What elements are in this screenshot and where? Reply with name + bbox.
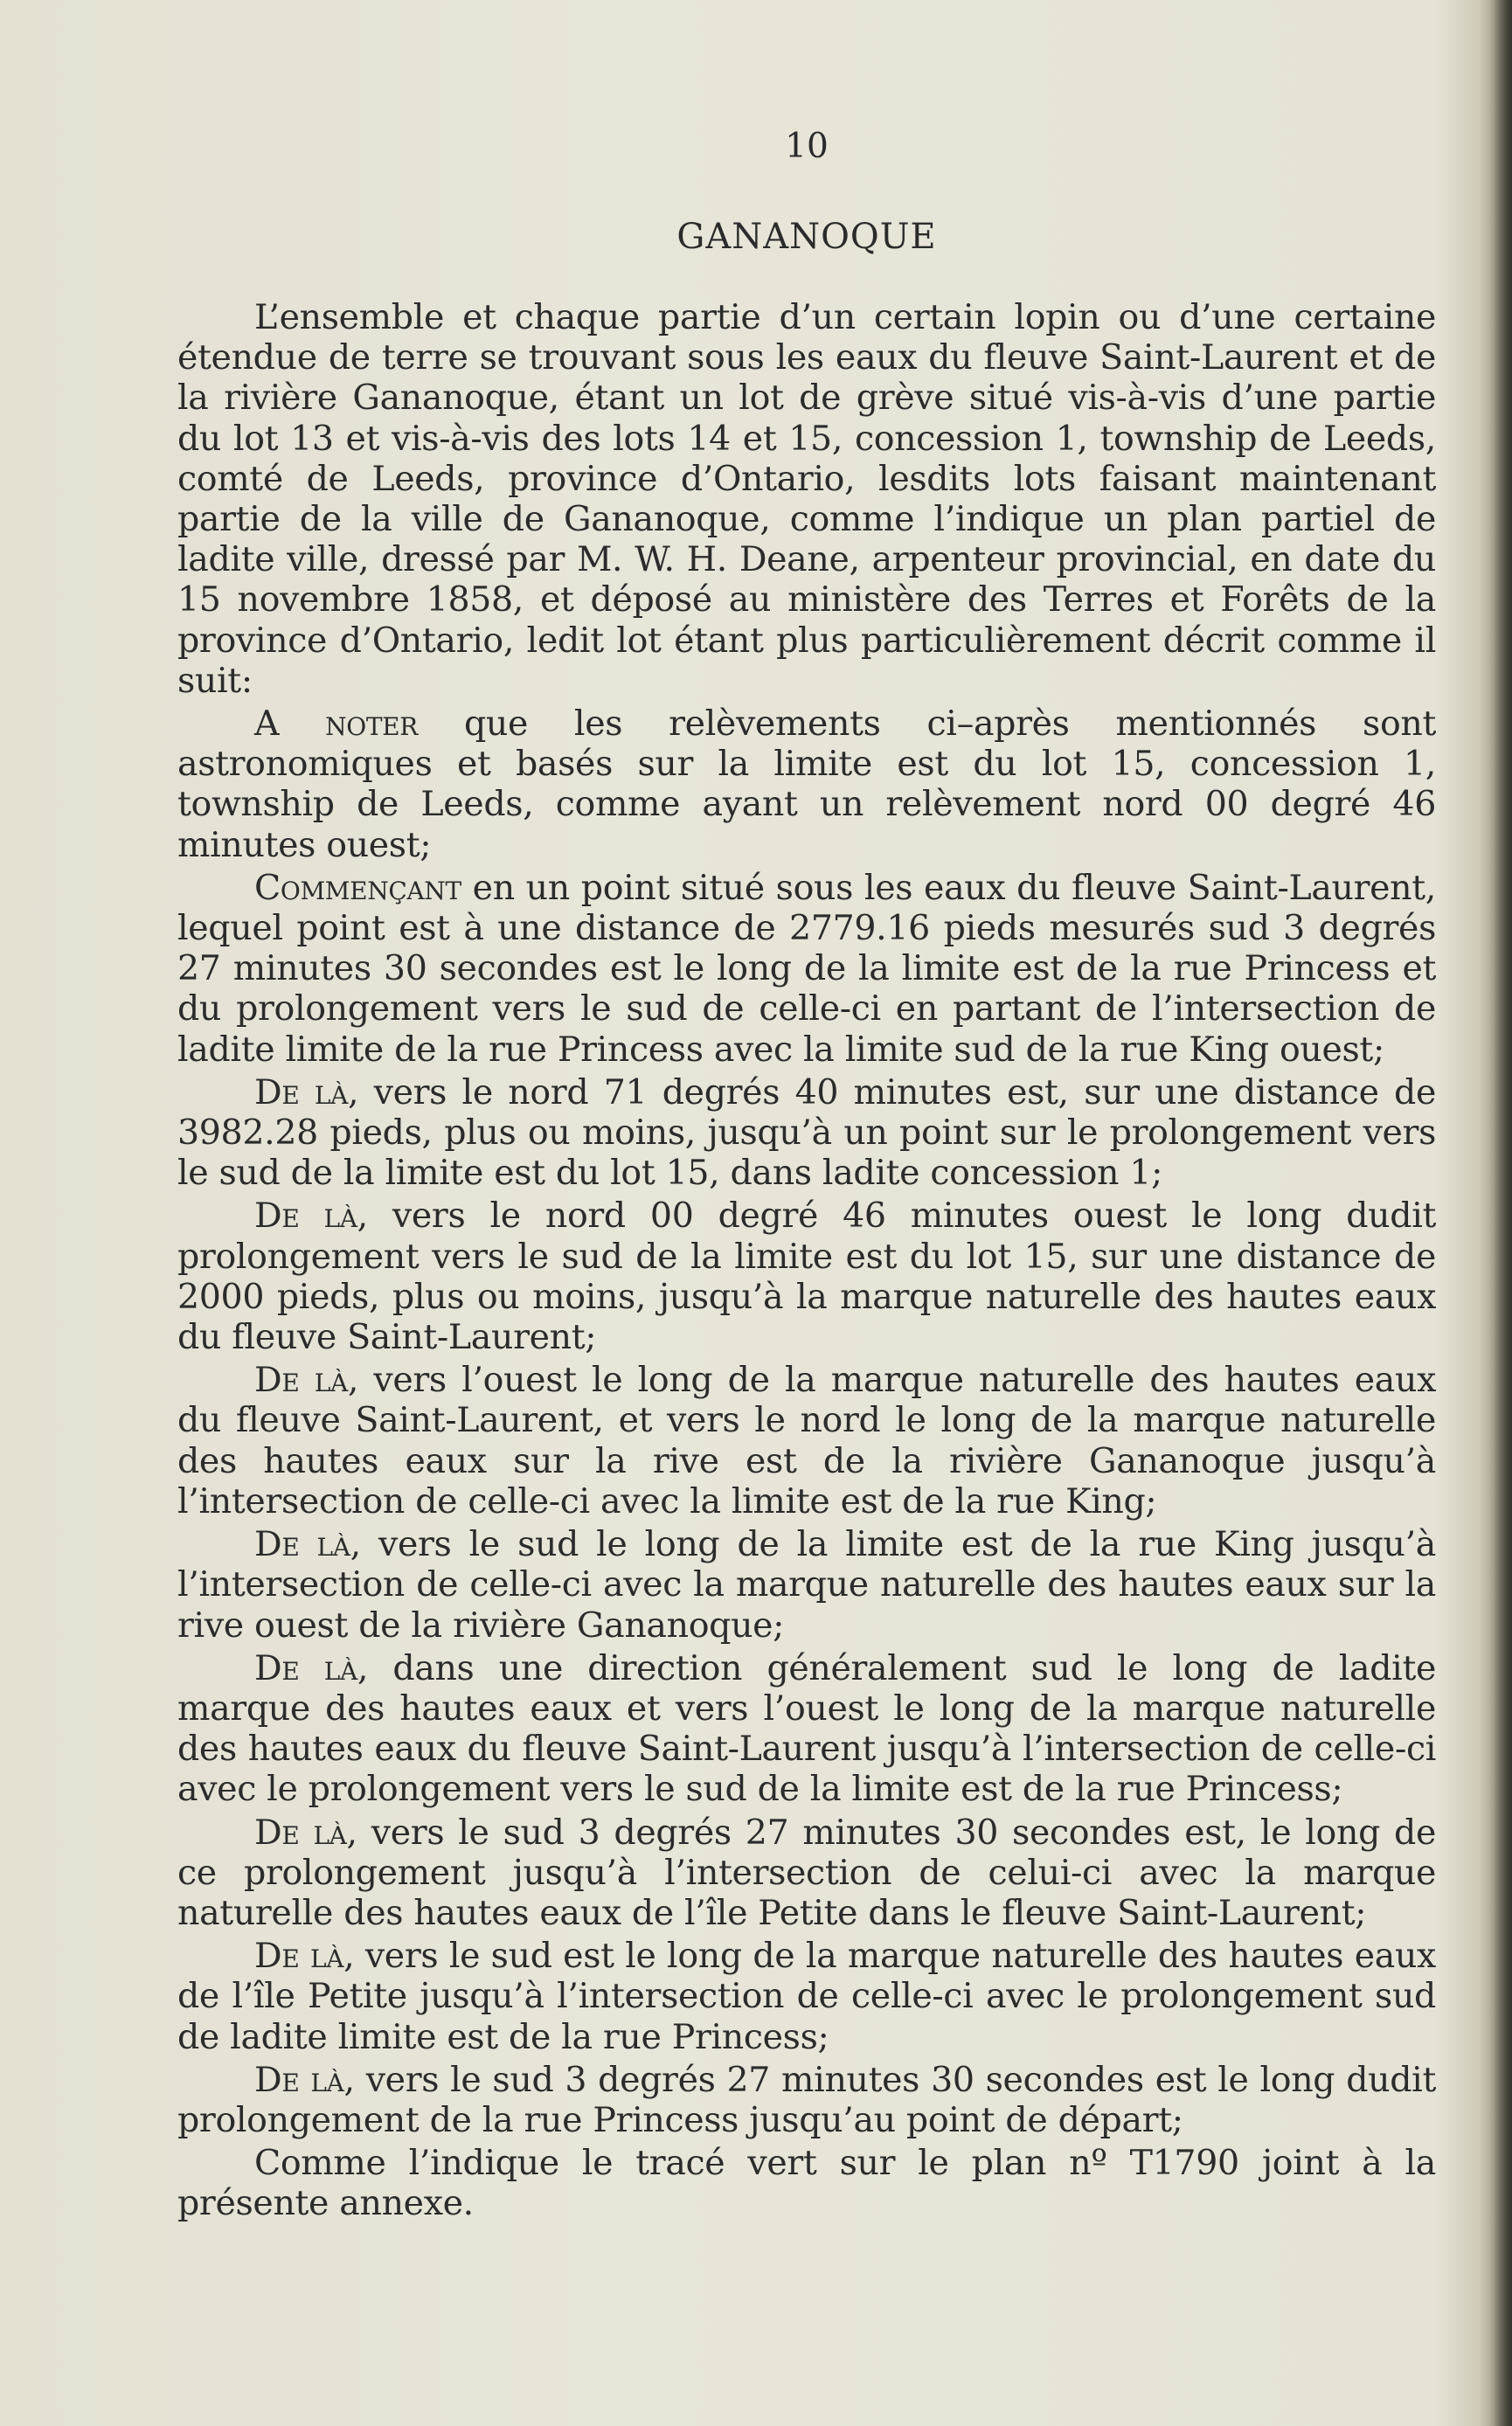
paragraph-text: vers le sud 3 degrés 27 minutes 30 secondes est le long dudit prolongement de la rue Princess jusqu’au point de départ; <box>177 2059 1436 2140</box>
paragraph-course <box>177 1524 1436 1646</box>
paragraph-text: L’ensemble et chaque partie d’un certain lopin ou d’une certaine étendue de terre se trouvant sous les eaux du fleuve Saint-Laurent et de la rivière Gananoque, étant un lot de grève situé vis-à-vis d’une partie du lot 13 et vis-à-vis des lots 14 et 15, concession 1, township de Leeds, comté de Leeds, province d’Ontario, lesdits lots faisant maintenant partie de la ville de Gananoque, comme l’indique un plan partiel de ladite ville, dressé par M. W. H. Deane, arpenteur provincial, en date du 15 novembre 1858, et déposé au ministère des Terres et Forêts de la province d’Ontario, ledit lot étant plus particulièrement décrit comme il suit: <box>177 297 1436 701</box>
paragraph-lead: De là, <box>254 1524 361 1565</box>
paragraph-text: vers le sud le long de la limite est de la rue King jusqu’à l’intersection de celle-ci avec la marque naturelle des hautes eaux sur la rive ouest de la rivière Gananoque; <box>177 1524 1437 1646</box>
paragraph-start-point <box>177 868 1436 1070</box>
page-number: 10 <box>785 127 829 166</box>
paragraph-course <box>177 1648 1436 1810</box>
paragraph-text: vers le sud 3 degrés 27 minutes 30 secondes est, le long de ce prolongement jusqu’à l’intersection de celui-ci avec la marque naturelle des hautes eaux de l’île Petite dans le fleuve Saint-Laurent; <box>177 1812 1436 1933</box>
paragraph-course <box>177 1360 1436 1521</box>
paragraph-lead: De là, <box>254 1360 359 1401</box>
paragraph-text: dans une direction généralement sud le long de ladite marque des hautes eaux et vers l’ouest le long de la marque naturelle des hautes eaux du fleuve Saint-Laurent jusqu’à l’intersection de celle-ci avec le prolongement vers le sud de la limite est de la rue Princess; <box>177 1647 1436 1810</box>
paragraph-lead: De là, <box>254 1196 368 1237</box>
paragraph-lead: De là, <box>254 1647 369 1688</box>
page-content <box>177 121 1436 2227</box>
paragraph-description <box>177 297 1436 701</box>
paragraph-lead: De là, <box>254 1936 355 1977</box>
paragraph-course <box>177 2060 1436 2140</box>
paragraph-text: vers l’ouest le long de la marque naturelle des hautes eaux du fleuve Saint-Laurent, et vers le nord le long de la marque naturelle des hautes eaux sur la rive est de la rivière Gananoque jusqu’à l’intersection de celle-ci avec la limite est de la rue King; <box>177 1360 1436 1521</box>
paragraph-text: en un point situé sous les eaux du fleuve Saint-Laurent, lequel point est à une distance de 2779.16 pieds mesurés sud 3 degrés 27 minutes 30 secondes est le long de la limite est de la rue Princess et du prolongement vers le sud de celle-ci en partant de l’intersection de ladite limite de la rue Princess avec la limite sud de la rue King ouest; <box>177 867 1436 1070</box>
paragraph-text: Comme l’indique le tracé vert sur le plan nº T1790 joint à la présente annexe. <box>177 2143 1436 2224</box>
paragraph-text: vers le nord 71 degrés 40 minutes est, sur une distance de 3982.28 pieds, plus ou moins, jusqu’à un point sur le prolongement vers le sud de la limite est du lot 15, dans ladite concession 1; <box>177 1071 1437 1194</box>
paragraph-course <box>177 1936 1436 2057</box>
paragraph-lead: Commençant <box>254 867 461 908</box>
paragraph-lead: A noter <box>254 704 419 745</box>
page-edge-shadow <box>1479 0 1512 2426</box>
paragraph-course <box>177 1813 1436 1934</box>
paragraph-lead: De là, <box>254 2059 355 2100</box>
paragraph-lead: De là, <box>254 1812 357 1853</box>
paragraph-closing <box>177 2143 1436 2223</box>
paragraph-course <box>177 1196 1436 1357</box>
paragraph-lead: De là, <box>254 1071 359 1112</box>
paragraph-course <box>177 1072 1436 1194</box>
paragraph-text: vers le sud est le long de la marque naturelle des hautes eaux de l’île Petite jusqu’à l’intersection de celle-ci avec le prolongement sud de ladite limite est de la rue Princess; <box>177 1936 1436 2057</box>
paragraph-text: que les relèvements ci–après mentionnés sont astronomiques et basés sur la limite est du lot 15, concession 1, township de Leeds, comme ayant un relèvement nord 00 degré 46 minutes ouest; <box>177 704 1436 865</box>
section-heading: GANANOQUE <box>676 217 937 257</box>
paragraph-text: vers le nord 00 degré 46 minutes ouest le long dudit prolongement vers le sud de la limite est du lot 15, sur une distance de 2000 pieds, plus ou moins, jusqu’à la marque naturelle des hautes eaux du fleuve Saint-Laurent; <box>177 1196 1436 1358</box>
paragraph-note <box>177 704 1436 865</box>
